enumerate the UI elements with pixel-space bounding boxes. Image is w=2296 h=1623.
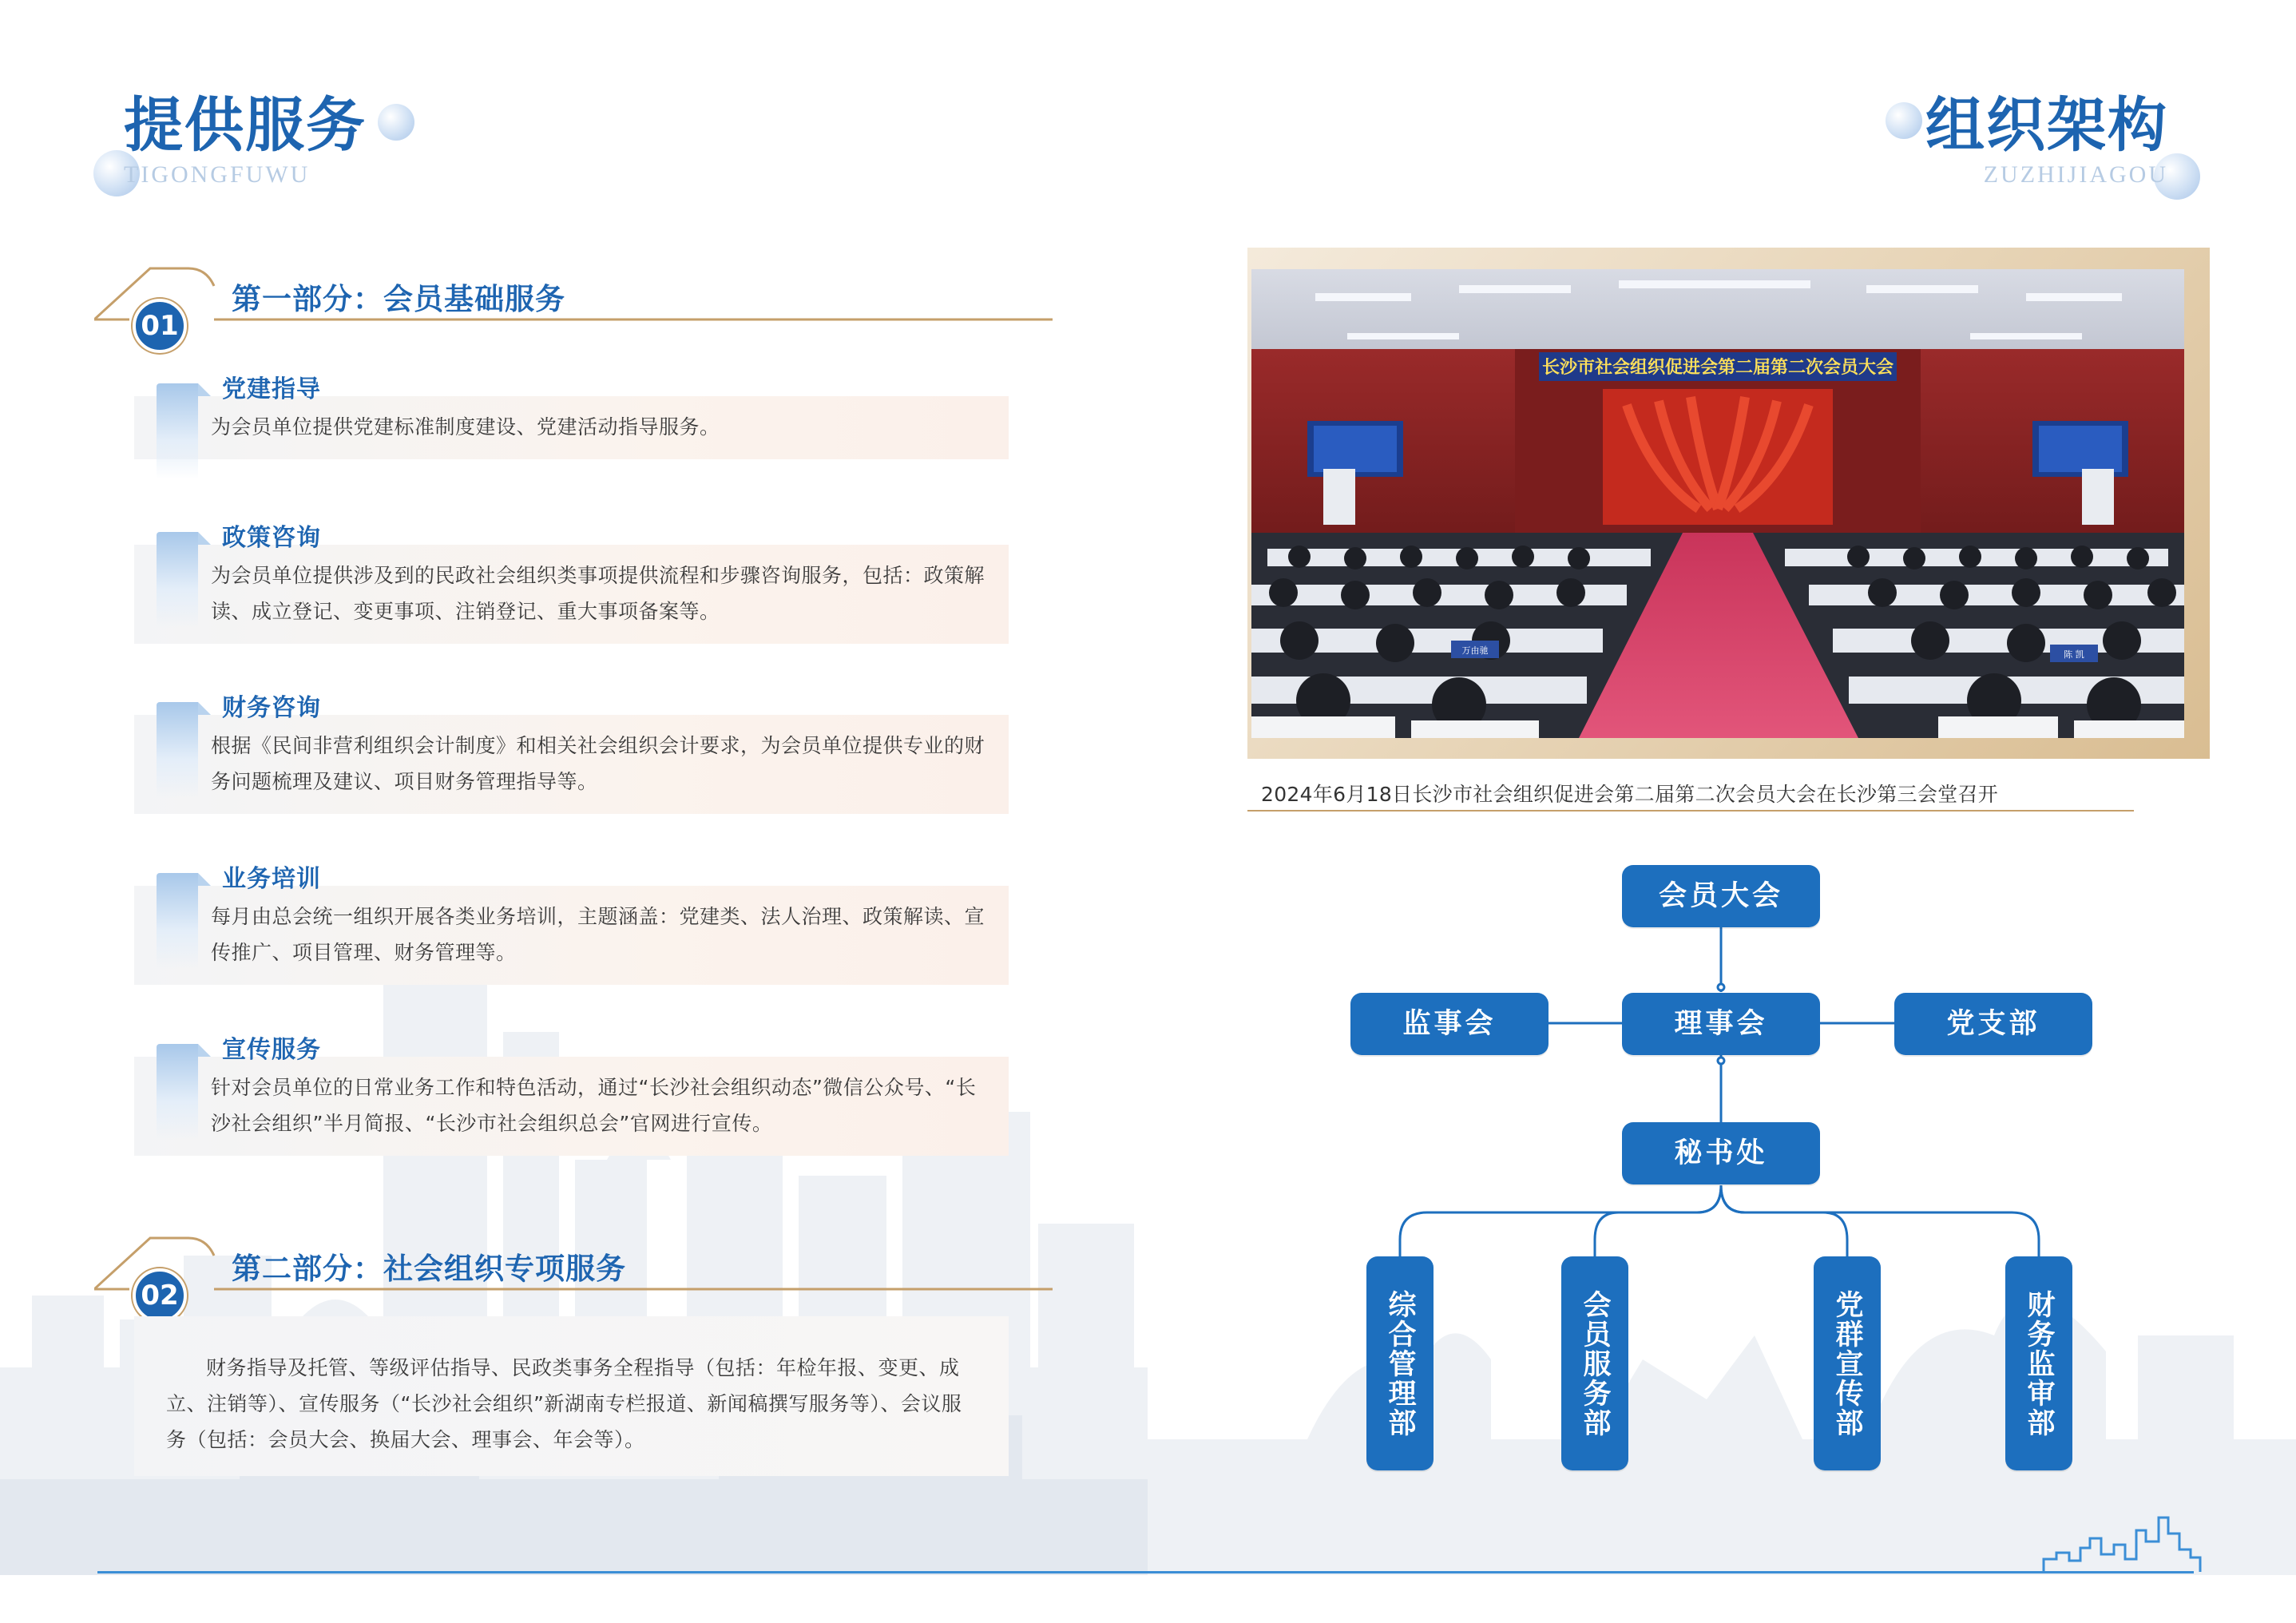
photo-name-card: 陈 凯 — [2064, 649, 2084, 660]
org-node-department: 综合管理部 — [1366, 1256, 1434, 1470]
card-box — [134, 715, 1009, 814]
page-subtitle: TIGONGFUWU — [124, 161, 311, 188]
org-node-secretariat: 秘书处 — [1622, 1122, 1820, 1185]
photo-banner: 长沙市社会组织促进会第二届第二次会员大会 — [1541, 358, 1894, 378]
card-text: 每月由总会统一组织开展各类业务培训，主题涵盖：党建类、法人治理、政策解读、宣传推广、项目管理、财务管理等。 — [211, 905, 985, 964]
card-text: 为会员单位提供涉及到的民政社会组织类事项提供流程和步骤咨询服务，包括：政策解读、成立登记、变更事项、注销登记、重大事项备案等。 — [211, 564, 985, 623]
photo-name-card: 万由驰 — [1461, 645, 1489, 656]
org-node-supervisory-board: 监事会 — [1350, 993, 1549, 1055]
part-heading-1 — [94, 257, 1053, 345]
page-title: 组织架构 — [1925, 91, 2168, 160]
card-title: 政策咨询 — [222, 524, 321, 552]
part-title: 第一部分：会员基础服务 — [232, 281, 565, 316]
city-outline-icon — [2042, 1510, 2202, 1573]
card-text: 根据《民间非营利组织会计制度》和相关社会组织会计要求，为会员单位提供专业的财务问题梳理及建议、项目财务管理指导等。 — [211, 734, 985, 793]
page-title: 提供服务 — [124, 91, 367, 160]
card-box — [134, 545, 1009, 644]
card-title: 业务培训 — [222, 865, 321, 893]
part-number-badge: 01 — [133, 299, 187, 353]
card-box — [134, 886, 1009, 985]
card-accent — [157, 873, 198, 969]
org-node-department: 党群宣传部 — [1814, 1256, 1881, 1470]
org-chart-connectors — [1148, 0, 2296, 1623]
org-node-department: 财务监审部 — [2005, 1256, 2072, 1470]
card-box — [134, 396, 1009, 459]
card-text: 针对会员单位的日常业务工作和特色活动，通过“长沙社会组织动态”微信公众号、“长沙社会组织”半月简报、“长沙市社会组织总会”官网进行宣传。 — [211, 1076, 977, 1135]
card-accent — [157, 1044, 198, 1140]
part-title: 第二部分：社会组织专项服务 — [232, 1251, 626, 1286]
org-node-party-branch: 党支部 — [1894, 993, 2092, 1055]
card-box — [134, 1057, 1009, 1156]
card-accent — [157, 532, 198, 628]
decor-bubble — [1886, 102, 1922, 139]
right-page — [1148, 0, 2296, 1623]
card-accent — [157, 702, 198, 798]
org-node-council: 理事会 — [1622, 993, 1820, 1055]
part-heading-2 — [94, 1227, 1053, 1315]
card-accent — [157, 383, 198, 479]
page-header — [124, 91, 367, 188]
card-title: 宣传服务 — [222, 1036, 321, 1064]
page-subtitle: ZUZHIJIAGOU — [1983, 161, 2168, 188]
card-text: 为会员单位提供党建标准制度建设、党建活动指导服务。 — [211, 415, 720, 438]
card-title: 党建指导 — [222, 375, 321, 403]
part-number-badge: 02 — [133, 1268, 187, 1323]
paragraph-text: 财务指导及托管、等级评估指导、民政类事务全程指导（包括：年检年报、变更、成立、注销等）、宣传服务（“长沙社会组织”新湖南专栏报道、新闻稿撰写服务等）、会议服务（包括：会员大会、换届大会、理事会、年会等）。 — [166, 1356, 962, 1451]
page-header — [1925, 91, 2168, 188]
card-title: 财务咨询 — [222, 694, 321, 722]
photo-caption: 2024年6月18日长沙市社会组织促进会第二届第二次会员大会在长沙第三会堂召开 — [1261, 783, 1999, 806]
org-node-department: 会员服务部 — [1561, 1256, 1628, 1470]
bottom-rule — [97, 1571, 2194, 1573]
decor-bubble — [378, 104, 414, 141]
special-services-paragraph — [134, 1316, 1009, 1476]
org-node-members-assembly: 会员大会 — [1622, 865, 1820, 927]
